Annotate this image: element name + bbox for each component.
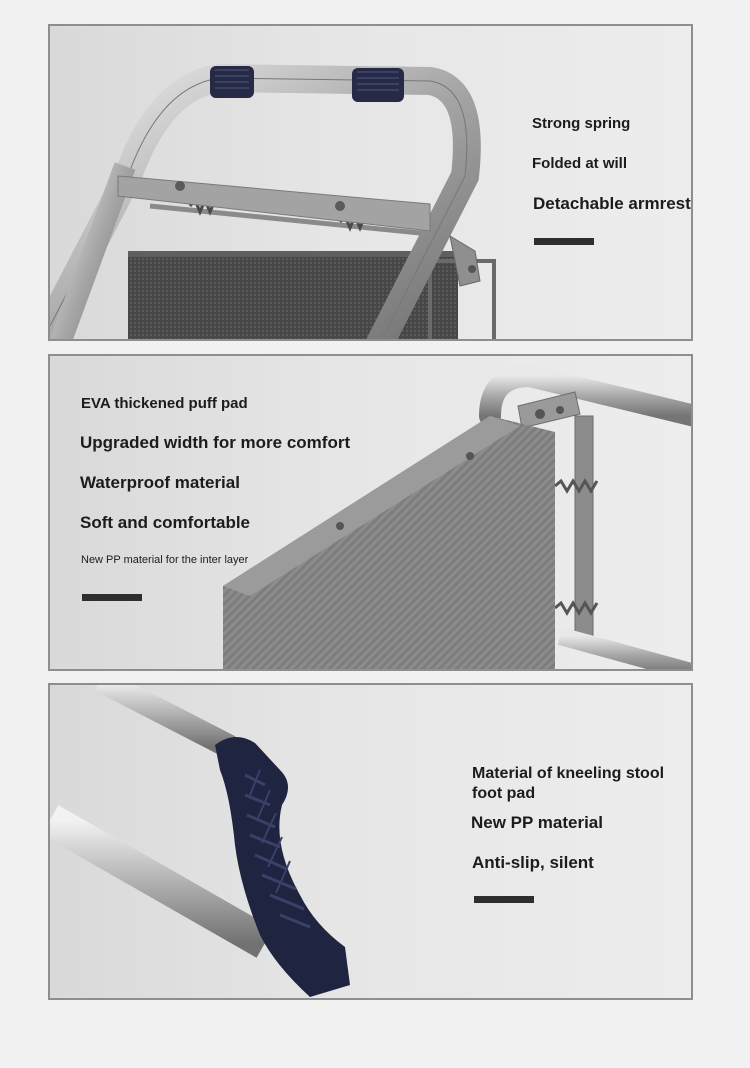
feature-anti-slip-silent: Anti-slip, silent (472, 853, 594, 872)
accent-bar (82, 594, 142, 601)
armrest-product-image (50, 26, 693, 341)
accent-bar (474, 896, 534, 903)
armrest-feature-panel (48, 24, 693, 341)
feature-new-pp-material: New PP material (471, 813, 603, 832)
foot-pad-product-image (50, 685, 693, 1000)
feature-upgraded-width: Upgraded width for more comfort (80, 433, 351, 452)
feature-soft-comfortable: Soft and comfortable (80, 513, 251, 532)
foot-pad-feature-panel (48, 683, 693, 1000)
feature-folded-at-will: Folded at will (532, 155, 628, 172)
feature-kneeling-stool-foot-pad: Material of kneeling stool foot pad (472, 765, 665, 802)
pp-interlayer-note: New PP material for the inter layer (81, 554, 249, 566)
feature-waterproof: Waterproof material (80, 473, 240, 492)
feature-detachable-armrest: Detachable armrest (533, 194, 691, 213)
pad-feature-panel (48, 354, 693, 671)
feature-eva-puff-pad: EVA thickened puff pad (81, 395, 248, 412)
feature-strong-spring: Strong spring (532, 115, 631, 132)
accent-bar (534, 238, 594, 245)
